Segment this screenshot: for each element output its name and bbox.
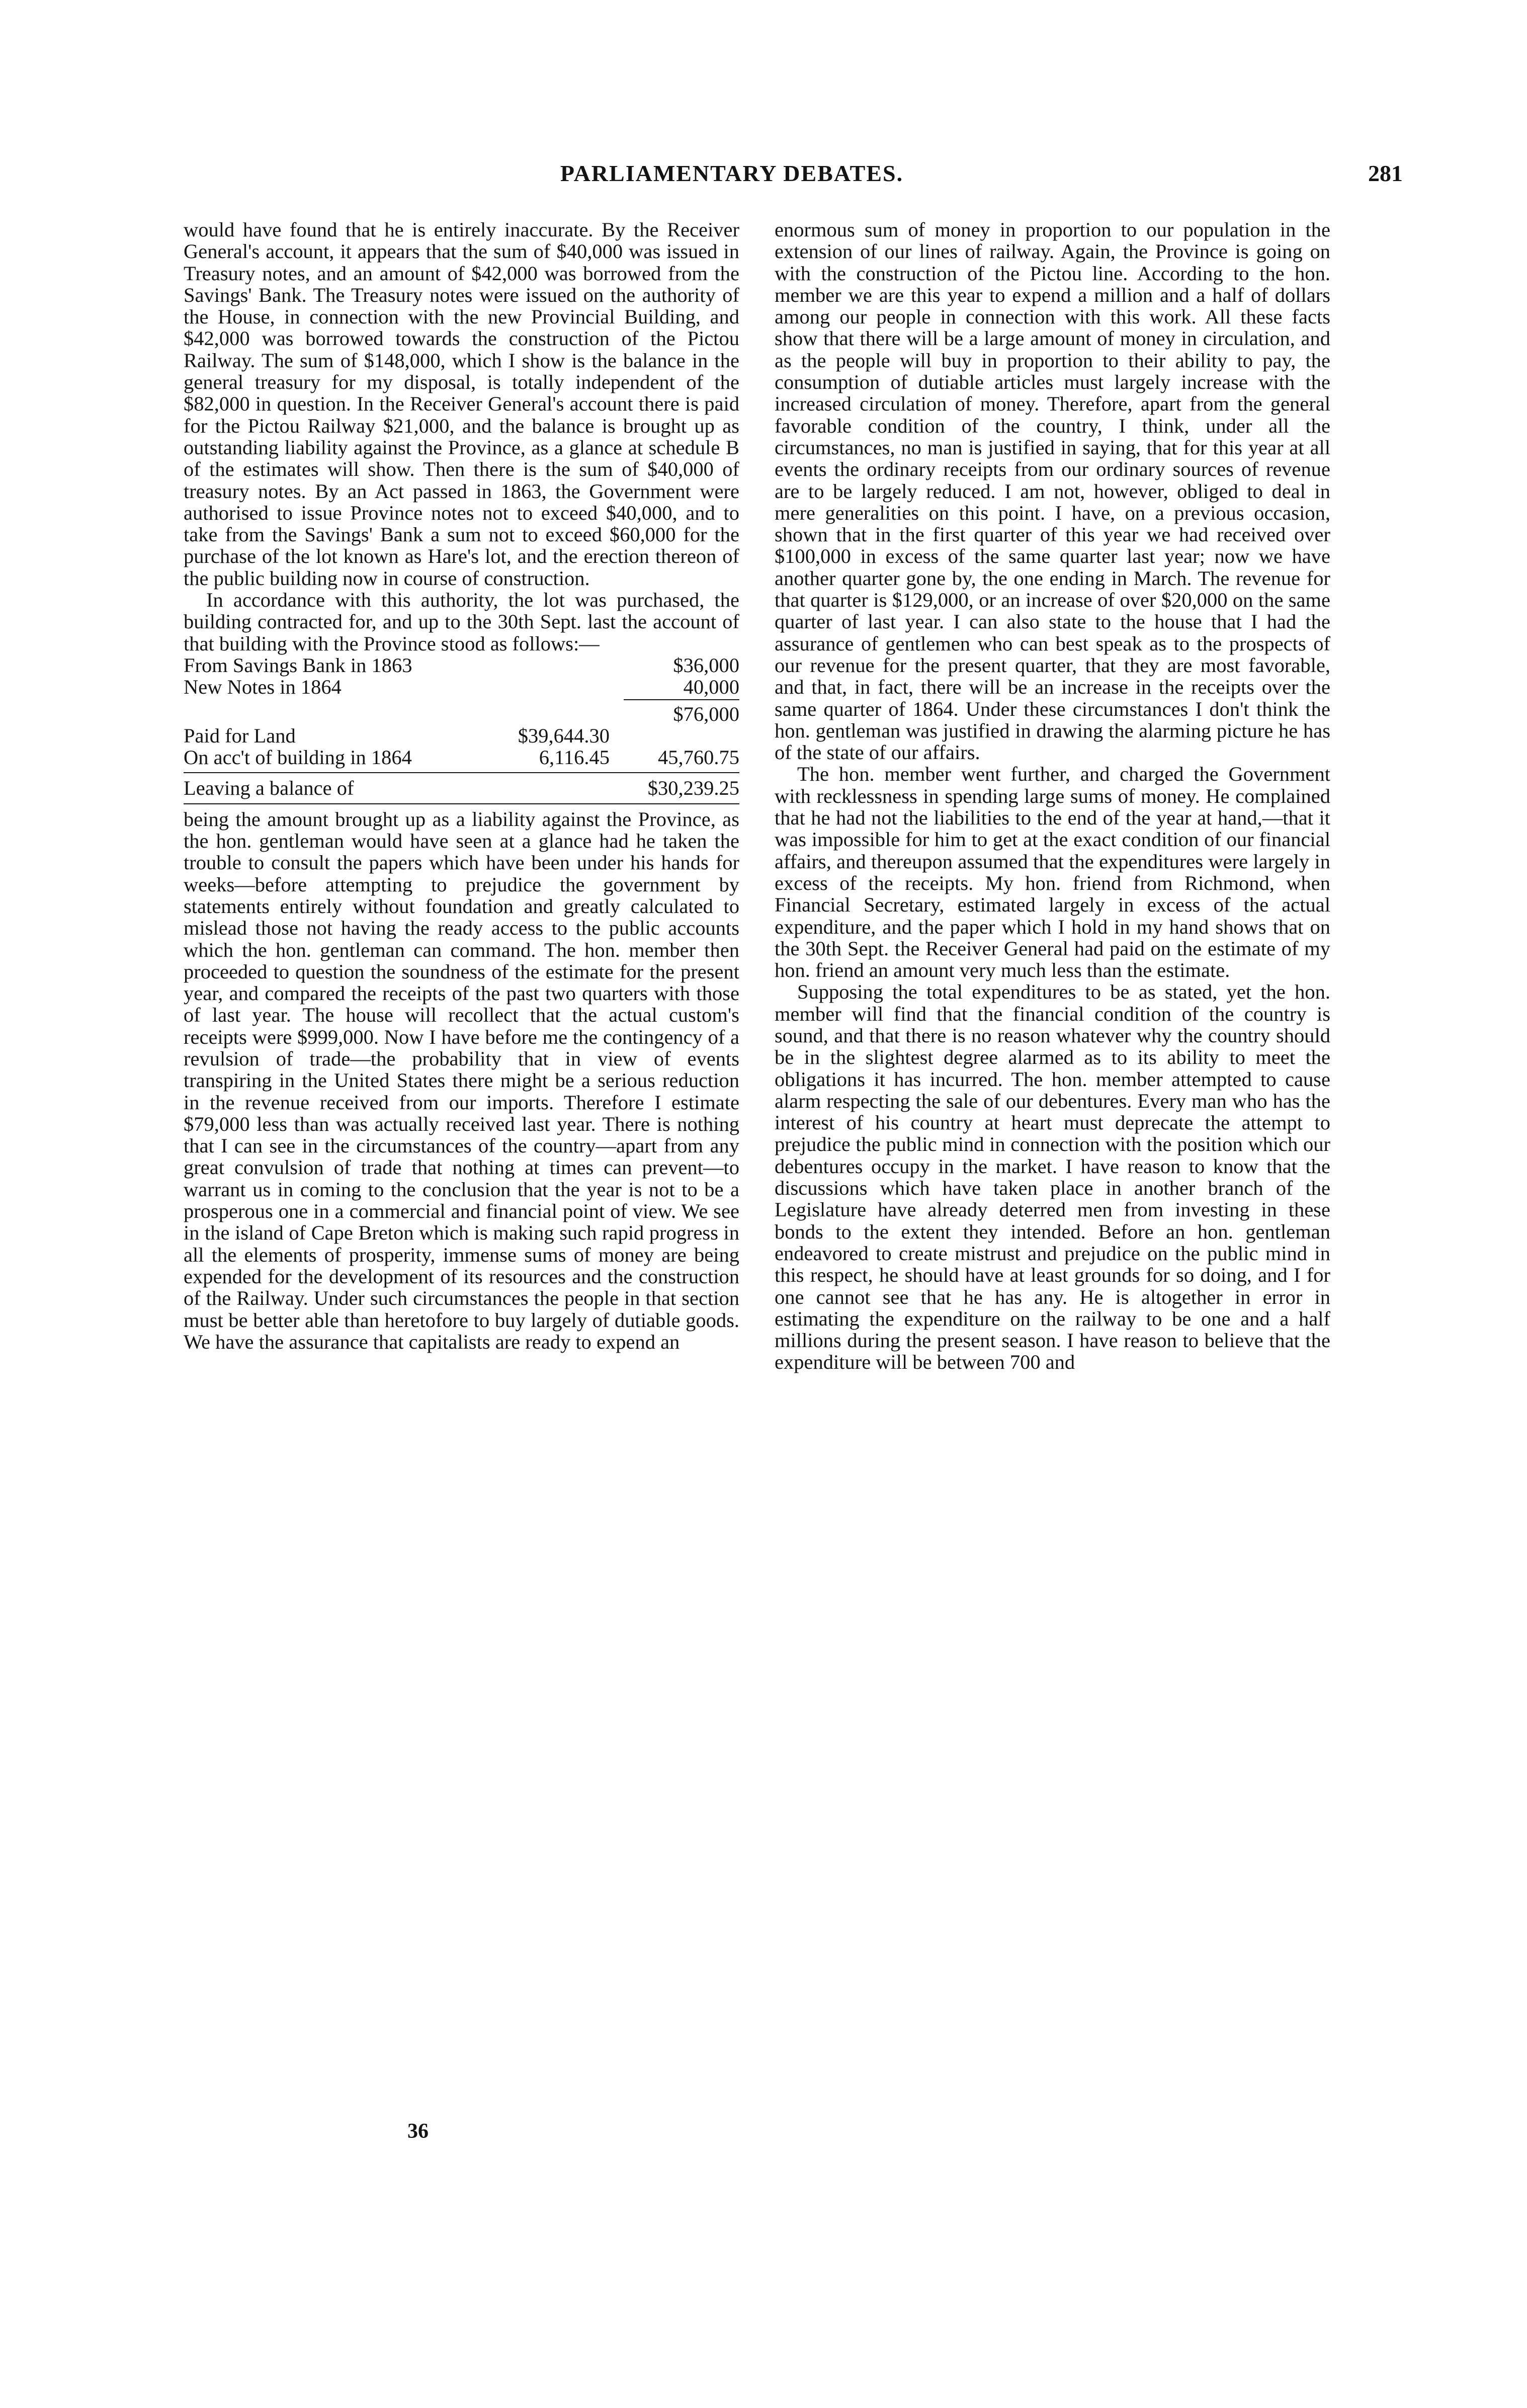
table-label: On acc't of building in 1864 xyxy=(184,746,412,769)
table-subamount: 6,116.45 xyxy=(539,746,610,769)
signature-mark: 36 xyxy=(407,2120,429,2143)
page-number: 281 xyxy=(1368,160,1403,186)
running-head xyxy=(0,160,1527,200)
table-row xyxy=(184,703,739,725)
paragraph: being the amount brought up as a liability against the Province, as the hon. gentleman would have seen at a glance had he taken the trouble to consult the papers which have been under his hands for weeks—before attempting to prejudice the government by statements entirely without foundation and greatly calculated to mislead those not having the ready access to the public accounts which the hon. gentleman can command. The hon. member then proceeded to question the soundness of the estimate for the present year, and compared the receipts of the past two quarters with those of last year. The house will recollect that the actual custom's receipts were $999,000. Now I have before me the contingency of a revulsion of trade—the probability that in view of events transpiring in the United States there might be a serious reduction in the revenue received from our imports. Therefore I estimate $79,000 less than was actually received last year. There is nothing that I can see in the circumstances of the country—apart from any great convulsion of trade that nothing at times can prevent—to warrant us in coming to the conclusion that the year is not to be a prosperous one in a commercial and financial point of view. We see in the island of Cape Breton which is making such rapid progress in all the elements of prosperity, immense sums of money are being expended for the development of its resources and the construction of the Railway. Under such circumstances the people in that section must be better able than heretofore to buy largely of dutiable goods. We have the assurance that capitalists are ready to expend an xyxy=(184,807,739,1353)
page-title: PARLIAMENTARY DEBATES. xyxy=(560,160,904,186)
paragraph: would have found that he is entirely inaccurate. By the Receiver General's account, it appears that the sum of $40,000 was issued in Treasury notes, and an amount of $42,000 was borrowed from the Savings' Bank. The Treasury notes were issued on the authority of the House, in connection with the new Provincial Building, and $42,000 was borrowed towards the construction of the Pictou Railway. The sum of $148,000, which I show is the balance in the general treasury for my disposal, is totally independent of the $82,000 in question. In the Receiver General's account there is paid for the Pictou Railway $21,000, and the balance is brought up as outstanding liability against the Province, as a glance at schedule B of the estimates will show. Then there is the sum of $40,000 of treasury notes. By an Act passed in 1863, the Government were authorised to issue Province notes not to exceed $40,000, and to take from the Savings' Bank a sum not to exceed $60,000 for the purchase of the lot known as Hare's lot, and the erection thereon of the public building now in course of construction. xyxy=(184,218,739,590)
table-row xyxy=(184,777,739,799)
table-label: Leaving a balance of xyxy=(184,777,354,800)
table-subamount: $39,644.30 xyxy=(518,724,610,747)
table-row xyxy=(184,676,739,698)
table-row xyxy=(184,725,739,746)
sum-rule xyxy=(184,772,739,773)
paragraph: enormous sum of money in proportion to our population in the extension of our lines of railway. Again, the Province is going on with the construction of the Pictou line. According to the hon. member we are this year to expend a million and a half of dollars among our people in connection with this work. All these facts show that there will be a large amount of money in circulation, and as the people will buy in proportion to their ability to pay, the consumption of dutiable articles must largely increase with the increased circulation of money. Therefore, apart from the general favorable condition of the country, I think, under all the circumstances, no man is justified in saying, that for this year at all events the ordinary receipts from our ordinary sources of revenue are to be largely reduced. I am not, however, obliged to deal in mere generalities on this point. I have, on a previous occasion, shown that in the first quarter of this year we had received over $100,000 in excess of the same quarter last year; now we have another quarter gone by, the one ending in March. The revenue for that quarter is $129,000, or an increase of over $20,000 on the same quarter of last year. I can also state to the house that I had the assurance of gentlemen who can best speak as to the prospects of our revenue for the present quarter, that they are most favorable, and that, in fact, there will be an increase in the receipts over the same quarter of 1864. Under these circumstances I don't think the hon. gentleman was justified in drawing the alarming picture he has of the state of our affairs. xyxy=(775,218,1330,764)
paragraph: The hon. member went further, and charged the Government with recklessness in spending large sums of money. He complained that he had not the liabilities to the end of the year at hand,—that it was impossible for him to get at the exact condition of our financial affairs, and thereupon assumed that the expenditures were largely in excess of the receipts. My hon. friend from Richmond, when Financial Secretary, estimated largely in excess of the actual expenditure, and the paper which I hold in my hand shows that on the 30th Sept. the Receiver General had paid on the estimate of my hon. friend an amount very much less than the estimate. xyxy=(775,763,1330,982)
left-column xyxy=(184,219,739,1353)
right-column xyxy=(775,219,1330,1373)
table-amount: 40,000 xyxy=(683,676,739,699)
table-amount: $36,000 xyxy=(673,653,739,677)
table-row xyxy=(184,654,739,676)
table-label: Paid for Land xyxy=(184,724,296,747)
table-amount: 45,760.75 xyxy=(658,746,739,769)
paragraph: In accordance with this authority, the lot was purchased, the building contracted for, and up to the 30th Sept. last the account of that building with the Province stood as follows:— xyxy=(184,589,739,655)
table-row xyxy=(184,746,739,768)
paragraph: Supposing the total expenditures to be as stated, yet the hon. member will find that the financial condition of the country is sound, and that there is no reason whatever why the country should be in the slightest degree alarmed as to its ability to meet the obligations it has incurred. The hon. member attempted to cause alarm respecting the sale of our debentures. Every man who has the interest of his country at heart must deprecate the attempt to prejudice the public mind in connection with the position which our debentures occupy in the market. I have reason to know that the discussions which have taken place in another branch of the Legislature have already deterred men from investing in these bonds to the extent they intended. Before an hon. gentleman endeavored to create mistrust and prejudice on the public mind in this respect, he should have at least grounds for so doing, and I for one cannot see that he has any. He is altogether in error in estimating the expenditure on the railway to be one and a half millions during the present season. I have reason to believe that the expenditure will be between 700 and xyxy=(775,980,1330,1374)
sum-rule xyxy=(624,699,739,700)
table-total: $76,000 xyxy=(673,702,739,725)
sum-rule xyxy=(184,803,739,804)
account-table xyxy=(184,654,739,804)
table-amount: $30,239.25 xyxy=(647,777,739,800)
table-label: New Notes in 1864 xyxy=(184,676,342,699)
table-label: From Savings Bank in 1863 xyxy=(184,653,412,677)
